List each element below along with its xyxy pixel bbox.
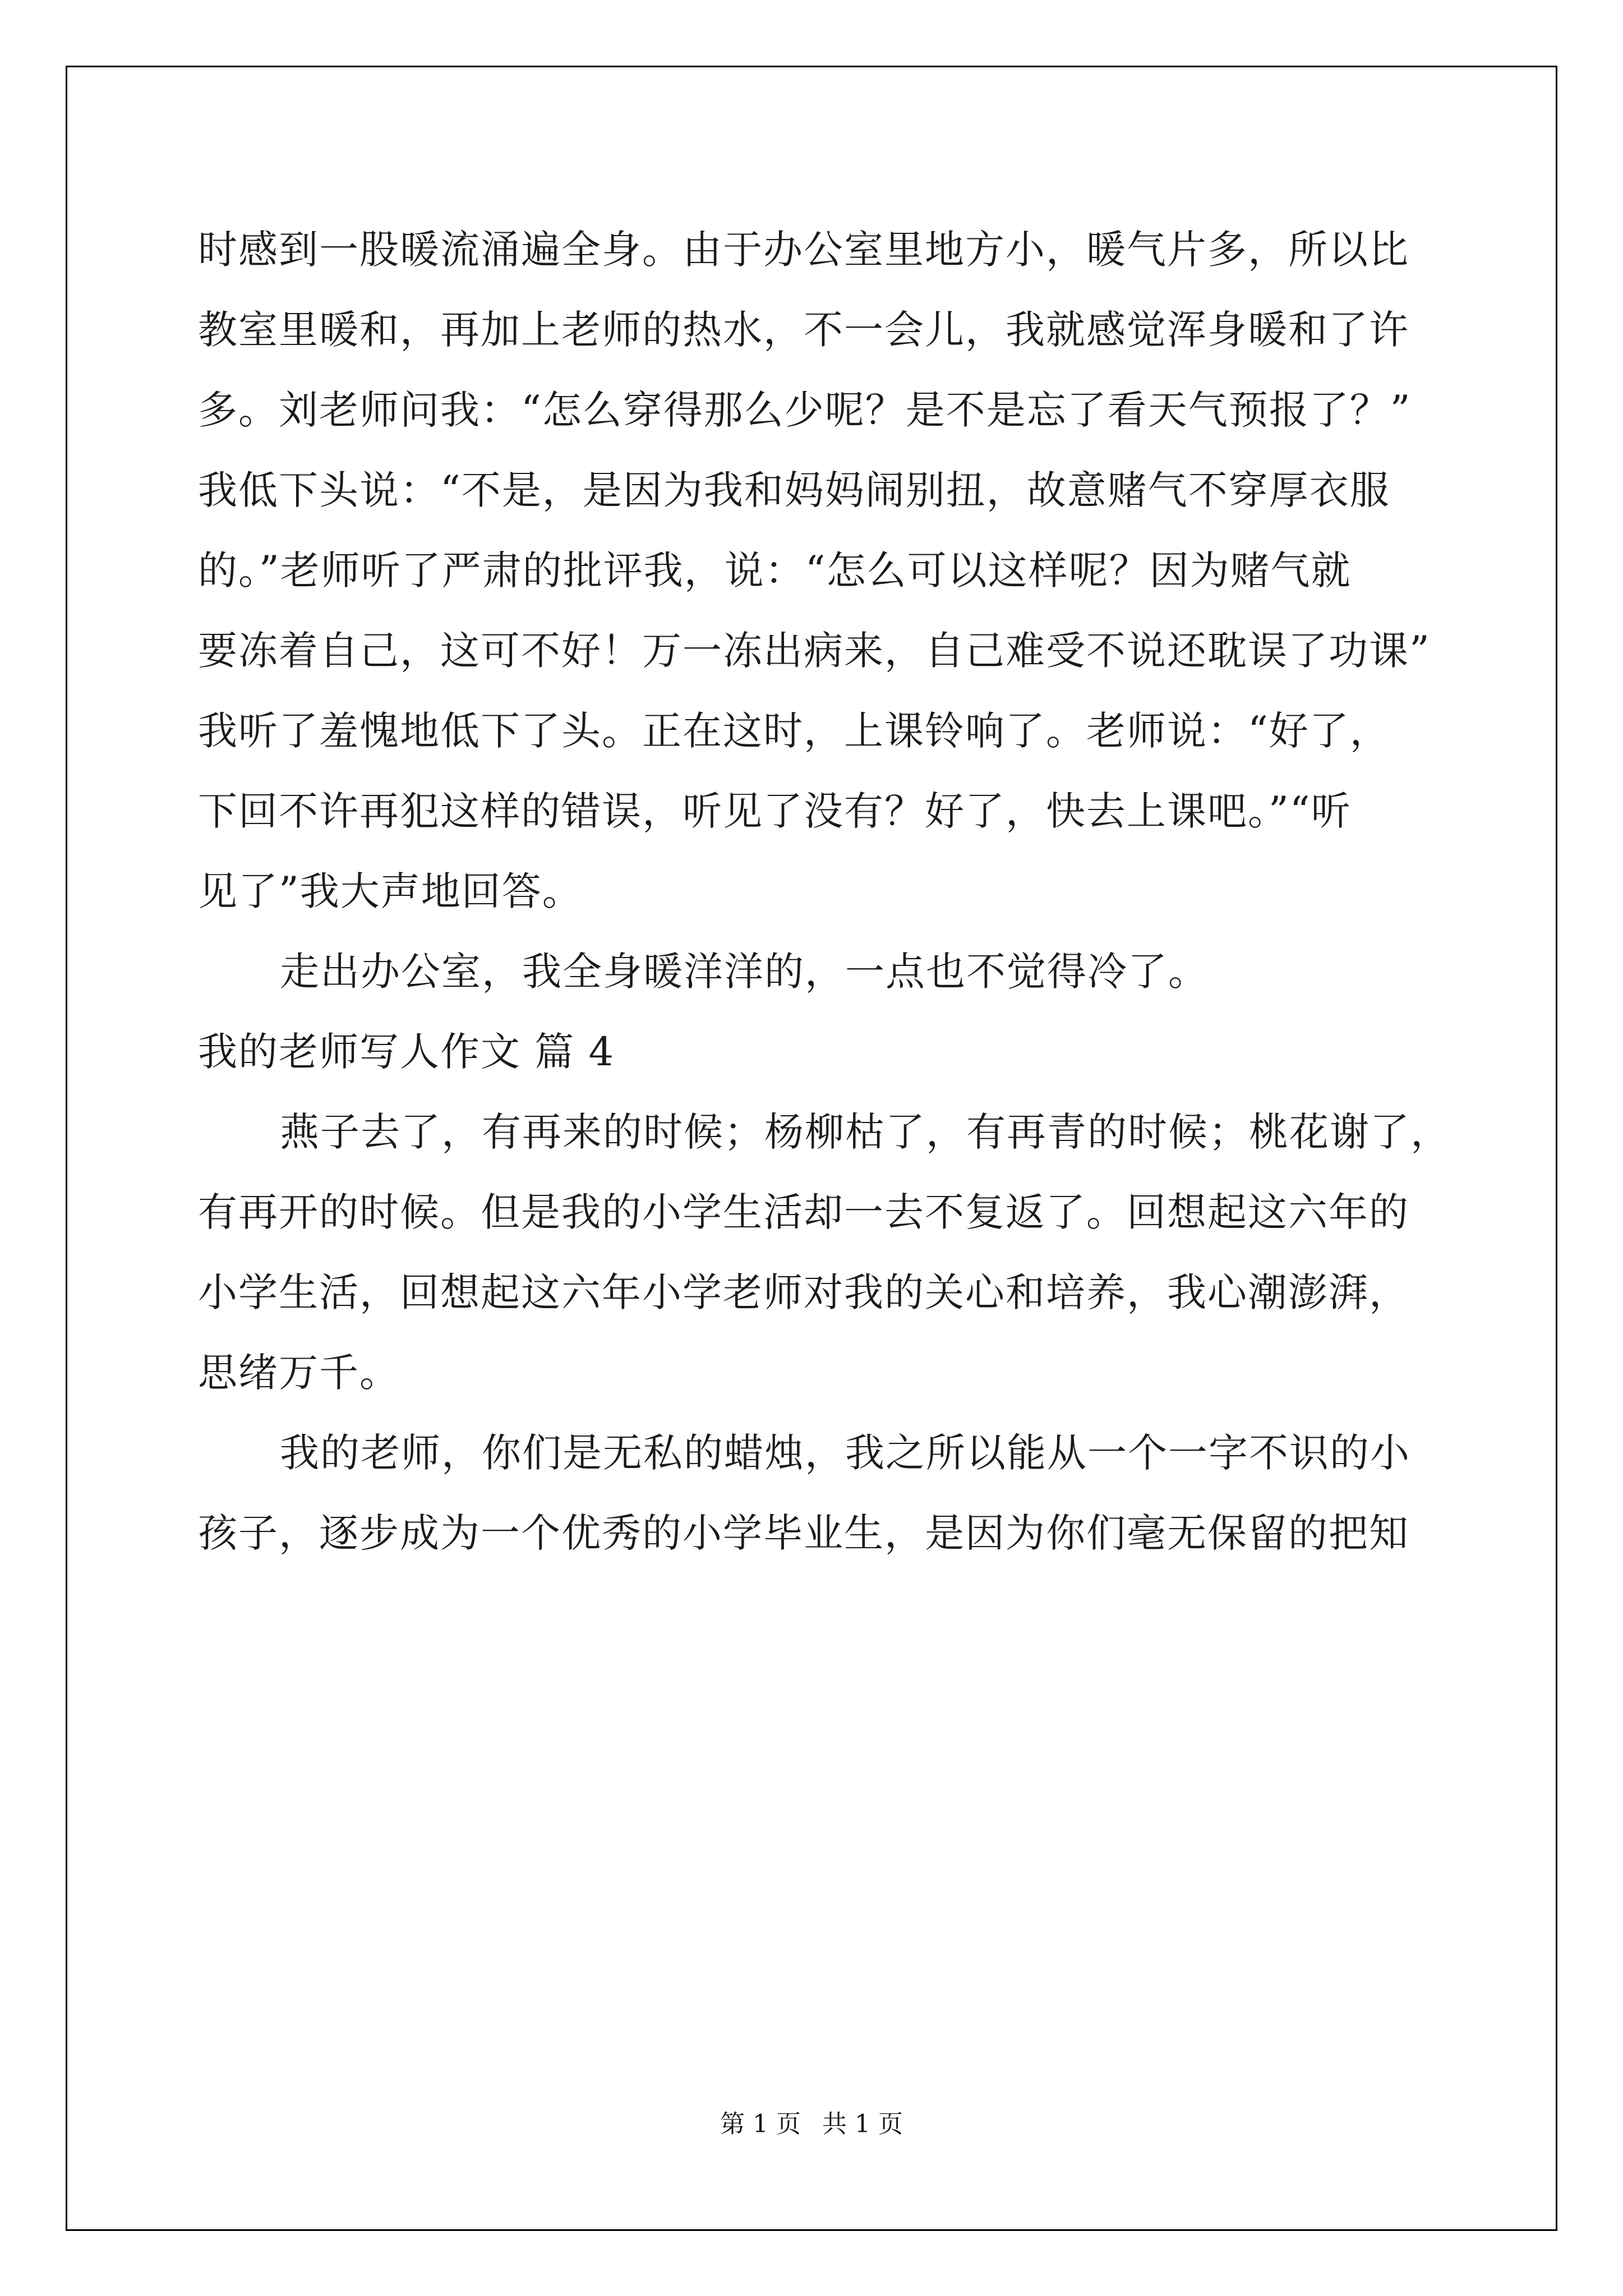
page-footer: [0, 2104, 1623, 2139]
page-total: 共 1 页: [822, 2110, 903, 2138]
paragraph-line: 我的老师，你们是无私的蜡烛，我之所以能从一个一字不识的小: [280, 1430, 1410, 1476]
section-heading: 我的老师写人作文 篇 4: [198, 1029, 615, 1075]
text-line: 小学生活，回想起这六年小学老师对我的关心和培养，我心潮澎湃，: [198, 1269, 1409, 1315]
page-number: 第 1 页: [720, 2110, 801, 2138]
paragraph-line: 燕子去了，有再来的时候；杨柳枯了，有再青的时候；桃花谢了，: [280, 1109, 1451, 1155]
text-line: 教室里暖和，再加上老师的热水，不一会儿，我就感觉浑身暖和了许: [198, 307, 1409, 353]
text-line: 时感到一股暖流涌遍全身。由于办公室里地方小，暖气片多，所以比: [198, 227, 1409, 273]
text-line: 下回不许再犯这样的错误，听见了没有？好了，快去上课吧。”“听: [198, 788, 1352, 834]
text-line: 我低下头说：“不是，是因为我和妈妈闹别扭，故意赌气不穿厚衣服: [198, 467, 1390, 513]
text-line: 思绪万千。: [198, 1350, 400, 1396]
paragraph-line: 走出办公室，我全身暖洋洋的，一点也不觉得冷了。: [280, 949, 1209, 995]
text-line: 见了”我大声地回答。: [198, 868, 583, 914]
text-line: 我听了羞愧地低下了头。正在这时，上课铃响了。老师说：“好了，: [198, 708, 1390, 754]
text-line: 孩子，逐步成为一个优秀的小学毕业生，是因为你们毫无保留的把知: [198, 1510, 1409, 1556]
text-line: 有再开的时候。但是我的小学生活却一去不复返了。回想起这六年的: [198, 1189, 1409, 1235]
document-body: [198, 227, 1451, 1591]
text-line: 要冻着自己，这可不好！万一冻出病来，自己难受不说还耽误了功课”: [198, 628, 1431, 674]
text-line: 多。刘老师问我：“怎么穿得那么少呢？是不是忘了看天气预报了？”: [198, 387, 1412, 433]
text-line: 的。”老师听了严肃的批评我，说：“怎么可以这样呢？因为赌气就: [198, 547, 1352, 593]
